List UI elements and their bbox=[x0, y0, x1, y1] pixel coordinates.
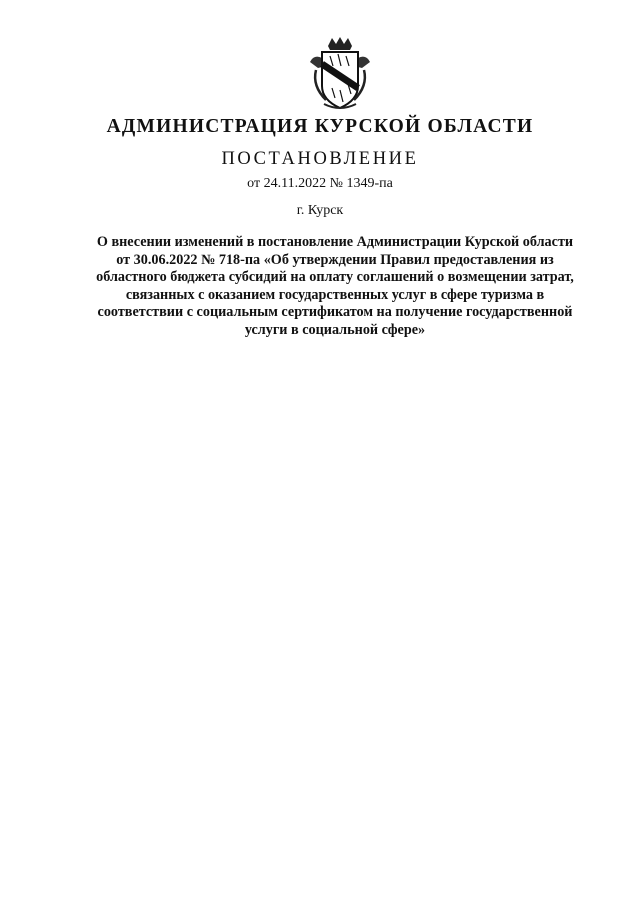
document-type: ПОСТАНОВЛЕНИЕ bbox=[221, 149, 419, 169]
city: г. Курск bbox=[296, 203, 344, 218]
document-number: от 24.11.2022 № 1349-па bbox=[247, 176, 393, 191]
organization-name: АДМИНИСТРАЦИЯ КУРСКОЙ ОБЛАСТИ bbox=[106, 116, 534, 137]
document-title: О внесении изменений в постановление Администрации Курской области от 30.06.2022 № 718-па «Об утверждении Правил предоставления из областного бюджета субсидий на оплату соглашений о возмещении затрат, связанных с оказанием государственных услуг в сфере туризма в соответствии с социальным сертификатом на получение государственной услуги в социальной сфере» bbox=[96, 234, 574, 338]
kursk-coat-of-arms-icon bbox=[308, 36, 372, 112]
